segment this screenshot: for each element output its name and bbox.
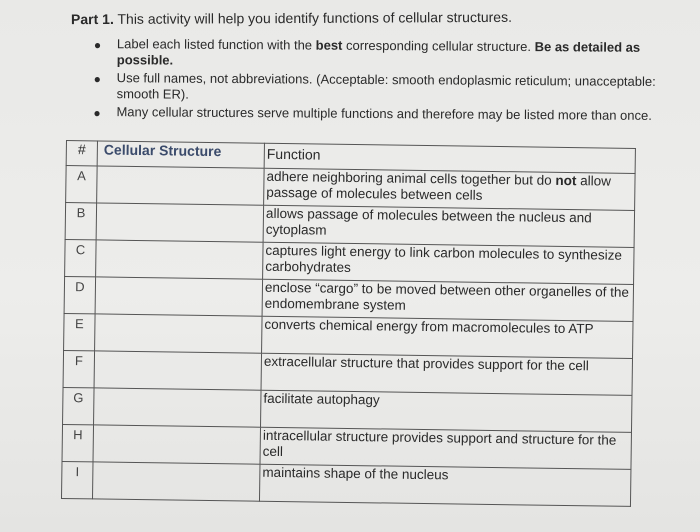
table-row — [61, 461, 630, 506]
row-id: D — [64, 276, 96, 313]
row-id: G — [63, 387, 95, 424]
row-id: I — [61, 461, 93, 498]
structure-answer-cell[interactable] — [94, 351, 262, 390]
instruction-item: ● Use full names, not abbreviations. (Acceptable: smooth endoplasmic reticulum; unacceptable: smooth ER). — [93, 70, 656, 102]
bullet-dot-icon: ● — [93, 38, 102, 53]
instruction-item: ● Many cellular structures serve multiple functions and therefore may be listed more than once. — [93, 104, 652, 123]
row-id: F — [63, 350, 95, 387]
row-id: B — [65, 203, 97, 240]
function-cell: captures light energy to link carbon molecules to synthesize carbohydrates — [263, 242, 634, 284]
structure-answer-cell[interactable] — [92, 462, 260, 501]
structure-answer-cell[interactable] — [94, 388, 262, 427]
row-id: C — [65, 239, 97, 276]
structure-answer-cell[interactable] — [96, 203, 264, 242]
bullet-dot-icon: ● — [93, 72, 101, 87]
function-cell: enclose “cargo” to be moved between other organelles of the endomembrane system — [262, 279, 633, 321]
function-cell: converts chemical energy from macromolecules to ATP — [262, 316, 633, 358]
function-cell: facilitate autophagy — [261, 390, 632, 432]
structure-answer-cell[interactable] — [96, 240, 264, 279]
row-id: E — [64, 313, 96, 350]
part-label: Part 1. — [70, 10, 114, 28]
function-cell: extracellular structure that provides support for the cell — [261, 353, 632, 395]
instruction-item: ● Label each listed function with the best corresponding cellular structure. Be as detailed as possible. — [93, 36, 641, 68]
function-cell: maintains shape of the nucleus — [259, 464, 630, 506]
header-function: Function — [264, 143, 635, 173]
function-cell: intracellular structure provides support and structure for the cell — [260, 427, 631, 469]
part-text: This activity will help you identify functions of cellular structures. — [113, 8, 512, 27]
bullet-dot-icon: ● — [93, 106, 101, 121]
structures-table-wrapper — [61, 140, 636, 510]
structure-answer-cell[interactable] — [97, 166, 265, 205]
structure-answer-cell[interactable] — [95, 314, 263, 353]
row-id: H — [62, 424, 94, 461]
function-cell: allows passage of molecules between the nucleus and cytoplasm — [263, 205, 634, 247]
instructions-list — [89, 36, 670, 126]
structures-table — [61, 140, 636, 507]
part-heading — [71, 8, 512, 28]
structure-answer-cell[interactable] — [93, 425, 261, 464]
row-id: A — [66, 166, 98, 203]
function-cell: adhere neighboring animal cells together but do not allow passage of molecules between cells — [264, 168, 635, 210]
structure-answer-cell[interactable] — [95, 277, 263, 316]
header-structure: Cellular Structure — [97, 141, 264, 168]
header-number: # — [66, 141, 97, 166]
